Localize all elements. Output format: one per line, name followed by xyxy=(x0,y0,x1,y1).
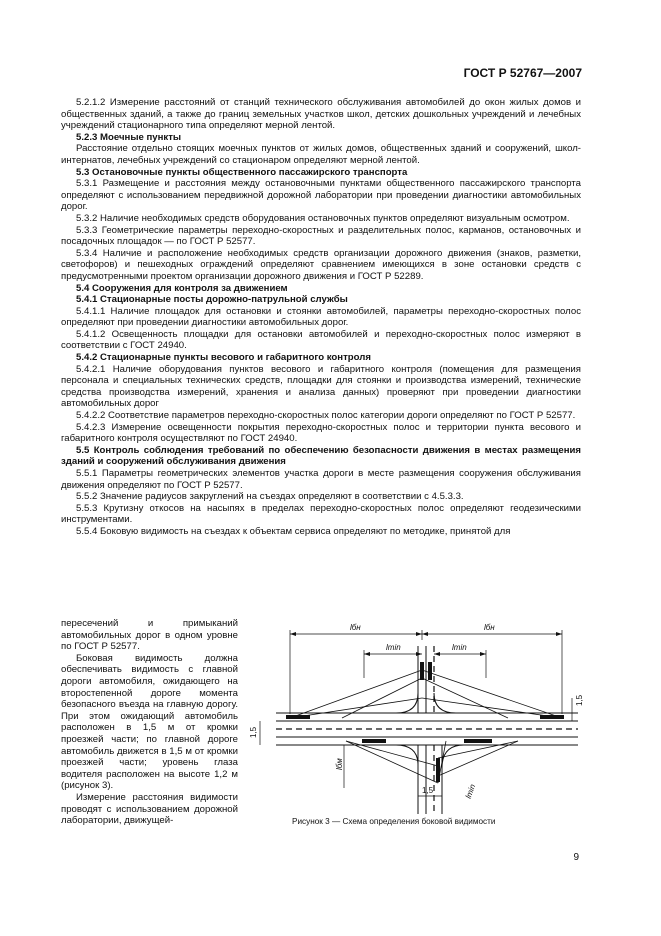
paragraph: Расстояние отдельно стоящих моечных пунктов от жилых домов, общественных зданий и сооружений, школ-интернатов, лечебных учреждений со стационаром определяют мерной лентой. xyxy=(61,143,581,166)
document-code: ГОСТ Р 52767—2007 xyxy=(463,66,582,80)
paragraph: Боковая видимость должна обеспечивать видимость с главной дороги автомобиля, ожидающего на второстепенной дороге момента безопасного въезда на главную дорогу. При этом ожидающий автомобиль расположен в 1,5 м от кромки проезжей части; по главной дороге автомобиль движется в 1,5 м от кромки проезжей части; уровень глаза водителя расположен на высоте 1,2 м (рисунок 3). xyxy=(61,652,238,792)
paragraph: 5.3.1 Размещение и расстояния между остановочными пунктами общественного пассажирского транспорта определяют с использованием передвижной дорожной лаборатории при проведении диагностики автомобильных дорог. xyxy=(61,178,581,213)
section-heading: 5.4.1 Стационарные посты дорожно-патрульной службы xyxy=(76,294,348,306)
label-lmin-bottom: lmin xyxy=(463,782,478,800)
paragraph: 5.3.2 Наличие необходимых средств оборудования остановочных пунктов определяют визуальным осмотром. xyxy=(76,212,570,224)
corner-curves xyxy=(396,693,464,768)
label-1-5-bottom: 1,5 xyxy=(422,786,434,795)
paragraph: 5.4.1.2 Освещенность площадки для остановки автомобилей и переходно-скоростных полос измеряют в соответствии с ГОСТ 24940. xyxy=(61,328,581,352)
body-text-column xyxy=(61,618,238,827)
paragraph: 5.3.4 Наличие и расположение необходимых средств организации дорожного движения (знаков, разметки, светофоров) и пешеходных ограждений определяют сравнением имеющихся в зоне остановки средств с предусмотренными проектом организации дорожного движения и ГОСТ Р 52289. xyxy=(61,247,581,282)
paragraph: 5.5.3 Крутизну откосов на насыпях в пределах переходно-скоростных полос определяют геодезическими инструментами. xyxy=(61,502,581,526)
label-lmin-right: lmin xyxy=(452,643,467,652)
main-road-lines xyxy=(276,713,578,745)
paragraph: 5.4.2.3 Измерение освещенности покрытия переходно-скоростных полос и территории пункта весового и габаритного контроля осуществляют по ГОСТ 24940. xyxy=(61,421,581,445)
page-number: 9 xyxy=(573,852,579,863)
label-lbh-left: lбн xyxy=(350,623,361,632)
label-lbm: lбм xyxy=(335,758,344,770)
section-heading: 5.3 Остановочные пункты общественного пассажирского транспорта xyxy=(76,166,408,178)
paragraph: 5.4.2.2 Соответствие параметров переходно-скоростных полос категории дороги определяют по ГОСТ Р 52577. xyxy=(76,410,576,422)
paragraph: 5.4.2.1 Наличие оборудования пунктов весового и габаритного контроля (помещения для размещения персонала и специальных технических средств, площадки для стоянки и производства измерений, технические средства производства измерений, хранения и анализа данных) проверяют при проведении диагностики автомобильных дорог xyxy=(61,363,581,410)
figure-caption: Рисунок 3 — Схема определения боковой видимости xyxy=(292,817,496,826)
section-heading: 5.4 Сооружения для контроля за движением xyxy=(76,282,288,294)
paragraph: 5.5.4 Боковую видимость на съездах к объектам сервиса определяют по методике, принятой для xyxy=(76,525,511,537)
label-1-5-left: 1,5 xyxy=(249,726,258,738)
paragraph: Измерение расстояния видимости проводят с использованием дорожной лаборатории, движущей- xyxy=(61,791,238,827)
paragraph: 5.5.1 Параметры геометрических элементов участка дороги в месте размещения сооружения обслуживания движения определяют по ГОСТ Р 52577. xyxy=(61,468,581,491)
label-1-5-right: 1,5 xyxy=(575,694,584,706)
paragraph: 5.2.1.2 Измерение расстояний от станций технического обслуживания автомобилей до окон жилых домов и общественных зданий, а также до границ земельных участков школ, детских дошкольных учреждений и лечебных учреждений стационарного типа определяют мерной лентой. xyxy=(61,97,581,132)
label-lmin-left: lmin xyxy=(386,643,401,652)
body-text xyxy=(61,97,581,538)
vehicle-bars xyxy=(286,662,564,782)
paragraph: 5.5.2 Значение радиусов закруглений на съездах определяют в соответствии с 4.5.3.3. xyxy=(76,491,464,503)
lateral-visibility-diagram xyxy=(246,618,586,818)
label-lbh-right: lбн xyxy=(484,623,495,632)
paragraph: 5.4.1.1 Наличие площадок для остановки и стоянки автомобилей, параметры переходно-скоростных полос определяют при проведении диагностики автомобильных дорог. xyxy=(61,305,581,329)
lateral-visibility-figure xyxy=(246,618,586,818)
paragraph: пересечений и примыканий автомобильных дорог в одном уровне по ГОСТ Р 52577. xyxy=(61,618,238,653)
paragraph: 5.3.3 Геометрические параметры переходно-скоростных и разделительных полос, карманов, остановочных и посадочных площадок — по ГОСТ Р 52577. xyxy=(61,224,581,248)
section-heading: 5.5 Контроль соблюдения требований по обеспечению безопасности движения в местах размещения зданий и сооружений обслуживания движения xyxy=(61,444,581,468)
section-heading: 5.4.2 Стационарные пункты весового и габаритного контроля xyxy=(76,352,371,364)
section-heading: 5.2.3 Моечные пункты xyxy=(76,131,182,143)
